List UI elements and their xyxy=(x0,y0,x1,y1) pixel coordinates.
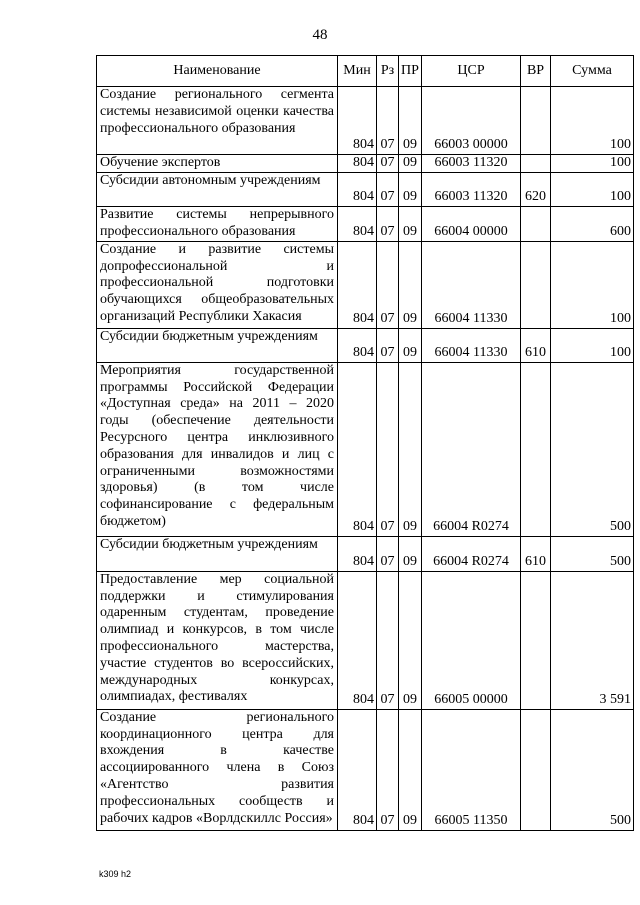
row-pr: 09 xyxy=(399,536,422,571)
row-min: 804 xyxy=(338,536,377,571)
row-sum: 100 xyxy=(551,328,634,362)
table-row xyxy=(97,206,634,241)
row-min: 804 xyxy=(338,87,377,155)
row-pr: 09 xyxy=(399,172,422,206)
row-name: Создание регионального координационного центра для вхождения в качестве ассоциированного члена в Союз «Агентство развития профессиональных сообществ и рабочих кадров «Ворлдскиллс Россия» xyxy=(97,709,338,830)
row-name: Субсидии бюджетным учреждениям xyxy=(97,536,338,571)
row-rz: 07 xyxy=(377,172,399,206)
row-rz: 07 xyxy=(377,362,399,536)
row-min: 804 xyxy=(338,328,377,362)
page-number: 48 xyxy=(312,27,328,43)
row-vr: 610 xyxy=(521,536,551,571)
row-name: Обучение экспертов xyxy=(97,155,338,173)
row-pr: 09 xyxy=(399,571,422,709)
table-row xyxy=(97,709,634,830)
row-sum: 500 xyxy=(551,536,634,571)
header-rz: Рз xyxy=(377,56,399,87)
row-vr: 620 xyxy=(521,172,551,206)
row-rz: 07 xyxy=(377,155,399,173)
row-pr: 09 xyxy=(399,206,422,241)
row-csr: 66004 00000 xyxy=(422,206,521,241)
row-name: Субсидии бюджетным учреждениям xyxy=(97,328,338,362)
table-row xyxy=(97,536,634,571)
row-sum: 100 xyxy=(551,155,634,173)
row-pr: 09 xyxy=(399,362,422,536)
row-min: 804 xyxy=(338,155,377,173)
row-vr xyxy=(521,571,551,709)
row-rz: 07 xyxy=(377,87,399,155)
row-vr xyxy=(521,362,551,536)
row-rz: 07 xyxy=(377,241,399,328)
row-pr: 09 xyxy=(399,241,422,328)
row-csr: 66005 00000 xyxy=(422,571,521,709)
row-csr: 66004 R0274 xyxy=(422,536,521,571)
row-min: 804 xyxy=(338,571,377,709)
row-name: Мероприятия государственной программы Российской Федерации «Доступная среда» на 2011 – 2020 годы (обеспечение деятельности Ресурсного центра инклюзивного образования для инвалидов и лиц с ограниченными возможностями здоровья) (в том числе софинансирование с федеральным бюджетом) xyxy=(97,362,338,536)
row-sum: 3 591 xyxy=(551,571,634,709)
row-sum: 100 xyxy=(551,241,634,328)
row-name: Развитие системы непрерывного профессионального образования xyxy=(97,206,338,241)
row-csr: 66005 11350 xyxy=(422,709,521,830)
header-csr: ЦСР xyxy=(422,56,521,87)
row-vr: 610 xyxy=(521,328,551,362)
row-sum: 100 xyxy=(551,172,634,206)
footer-code: k309 h2 xyxy=(99,869,132,879)
table-row xyxy=(97,87,634,155)
row-csr: 66003 11320 xyxy=(422,172,521,206)
table-row xyxy=(97,571,634,709)
row-csr: 66004 R0274 xyxy=(422,362,521,536)
row-rz: 07 xyxy=(377,328,399,362)
row-pr: 09 xyxy=(399,709,422,830)
table-row xyxy=(97,241,634,328)
row-pr: 09 xyxy=(399,328,422,362)
row-name: Создание регионального сегмента системы независимой оценки качества профессионального образования xyxy=(97,87,338,155)
row-sum: 500 xyxy=(551,362,634,536)
row-rz: 07 xyxy=(377,206,399,241)
row-min: 804 xyxy=(338,709,377,830)
header-pr: ПР xyxy=(399,56,422,87)
header-name: Наименование xyxy=(97,56,338,87)
table-header-row xyxy=(97,56,634,87)
row-name: Предоставление мер социальной поддержки и стимулирования одаренным студентам, проведение олимпиад и конкурсов, в том числе профессионального мастерства, участие студентов во всероссийских, международных конкурсах, олимпиадах, фестивалях xyxy=(97,571,338,709)
row-vr xyxy=(521,155,551,173)
table-row xyxy=(97,155,634,173)
table-row xyxy=(97,328,634,362)
table-row xyxy=(97,172,634,206)
header-min: Мин xyxy=(338,56,377,87)
row-name: Субсидии автономным учреждениям xyxy=(97,172,338,206)
row-sum: 100 xyxy=(551,87,634,155)
row-rz: 07 xyxy=(377,536,399,571)
row-rz: 07 xyxy=(377,709,399,830)
header-vr: ВР xyxy=(521,56,551,87)
row-rz: 07 xyxy=(377,571,399,709)
row-min: 804 xyxy=(338,241,377,328)
budget-table xyxy=(96,55,634,831)
table-row xyxy=(97,362,634,536)
row-vr xyxy=(521,206,551,241)
row-vr xyxy=(521,709,551,830)
row-pr: 09 xyxy=(399,87,422,155)
header-sum: Сумма xyxy=(551,56,634,87)
row-min: 804 xyxy=(338,172,377,206)
row-pr: 09 xyxy=(399,155,422,173)
row-csr: 66003 11320 xyxy=(422,155,521,173)
row-csr: 66004 11330 xyxy=(422,328,521,362)
row-sum: 600 xyxy=(551,206,634,241)
row-csr: 66004 11330 xyxy=(422,241,521,328)
row-min: 804 xyxy=(338,362,377,536)
row-min: 804 xyxy=(338,206,377,241)
row-vr xyxy=(521,241,551,328)
row-sum: 500 xyxy=(551,709,634,830)
row-csr: 66003 00000 xyxy=(422,87,521,155)
row-name: Создание и развитие системы допрофессиональной и профессиональной подготовки обучающихся общеобразовательных организаций Республики Хакасия xyxy=(97,241,338,328)
row-vr xyxy=(521,87,551,155)
